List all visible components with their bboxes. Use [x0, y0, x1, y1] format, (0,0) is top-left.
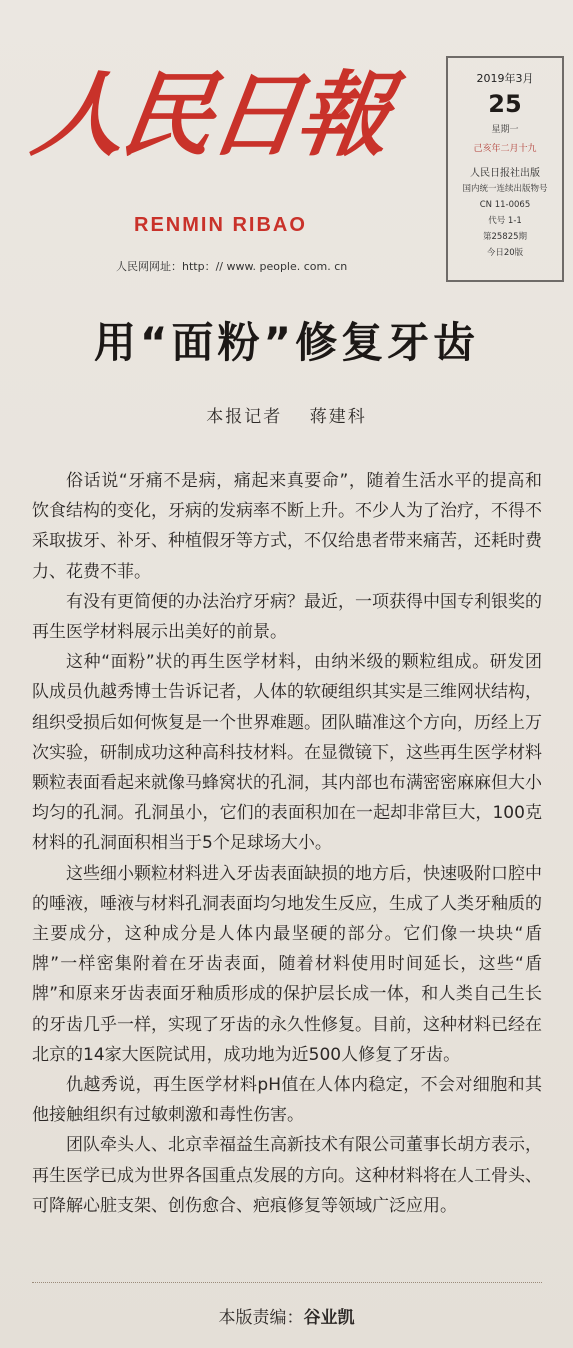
page-count: 今日20版: [486, 248, 524, 258]
publisher: 人民日报社出版: [470, 168, 540, 179]
logo-text: 人民日報: [26, 61, 394, 169]
website-line: 人民网网址：http：// www. people. com. cn: [116, 260, 348, 273]
paragraph: 这种“面粉”状的再生医学材料，由纳米级的颗粒组成。研发团队成员仇越秀博士告诉记者，人体的软硬组织其实是三维网状结构，组织受损后如何恢复是一个世界难题。团队瞄准这个方向，历经上万次实验，研制成功这种高科技材料。在显微镜下，这些再生医学材料颗粒表面看起来就像马蜂窝状的孔洞，其内部也布满密密麻麻但大小均匀的孔洞。孔洞虽小，它们的表面积加在一起却非常巨大，100克材料的孔洞面积相当于5个足球场大小。: [32, 652, 542, 854]
article-byline: [0, 402, 573, 427]
paragraph: 仇越秀说，再生医学材料pH值在人体内稳定，不会对细胞和其他接触组织有过敏刺激和毒性伤害。: [32, 1075, 542, 1126]
article-headline: 用“面粉”修复牙齿: [93, 318, 480, 367]
byline-role: 本报记者: [206, 407, 283, 427]
byline-name: 蒋建科: [309, 407, 367, 427]
paragraph: 有没有更简便的办法治疗牙病？最近，一项获得中国专利银奖的再生医学材料展示出美好的前景。: [32, 591, 542, 643]
paragraph: 团队牵头人、北京幸福益生高新技术有限公司董事长胡方表示，再生医学已成为世界各国重点发展的方向。这种材料将在人工骨头、可降解心脏支架、创伤愈合、疤痕修复等领域广泛应用。: [32, 1135, 542, 1216]
editor-name: 谷业凯: [303, 1308, 355, 1328]
cn-number: CN 11-0065: [479, 200, 531, 210]
year-month: 2019年3月: [476, 72, 534, 85]
page-editor: [0, 1303, 573, 1328]
logo-pinyin: RENMIN RIBAO: [134, 214, 307, 236]
lunar-date: 己亥年二月十九: [473, 144, 537, 154]
newspaper-logo: [26, 48, 430, 218]
paragraph: 这些细小颗粒材料进入牙齿表面缺损的地方后，快速吸附口腔中的唾液，唾液与材料孔洞表面均匀地发生反应，生成了人类牙釉质的主要成分，这种成分是人体内最坚硬的部分。它们像一块块“盾牌”一样密集附着在牙齿表面，随着材料使用时间延长，这些“盾牌”和原来牙齿表面牙釉质形成的保护层长成一体，和人类自己生长的牙齿几乎一样，实现了牙齿的永久性修复。目前，这种材料已经在北京的14家大医院试用，成功地为近500人修复了牙齿。: [32, 863, 542, 1065]
weekday: 星期一: [491, 125, 519, 135]
footer-divider: [32, 1282, 542, 1283]
masthead: [26, 48, 430, 278]
date-box: [446, 56, 564, 282]
editor-label: 本版责编：: [218, 1308, 304, 1328]
issn-label: 国内统一连续出版物号: [462, 184, 548, 194]
day-number: 25: [488, 90, 522, 118]
paragraph: 俗话说“牙痛不是病，痛起来真要命”，随着生活水平的提高和饮食结构的变化，牙病的发病率不断上升。不少人为了治疗，不得不采取拔牙、补牙、种植假牙等方式，不仅给患者带来痛苦，还耗时费力、花费不菲。: [32, 471, 542, 582]
code-number: 代号 1-1: [488, 216, 522, 226]
article-body: [32, 466, 542, 1221]
issue-number: 第25825期: [482, 232, 528, 242]
